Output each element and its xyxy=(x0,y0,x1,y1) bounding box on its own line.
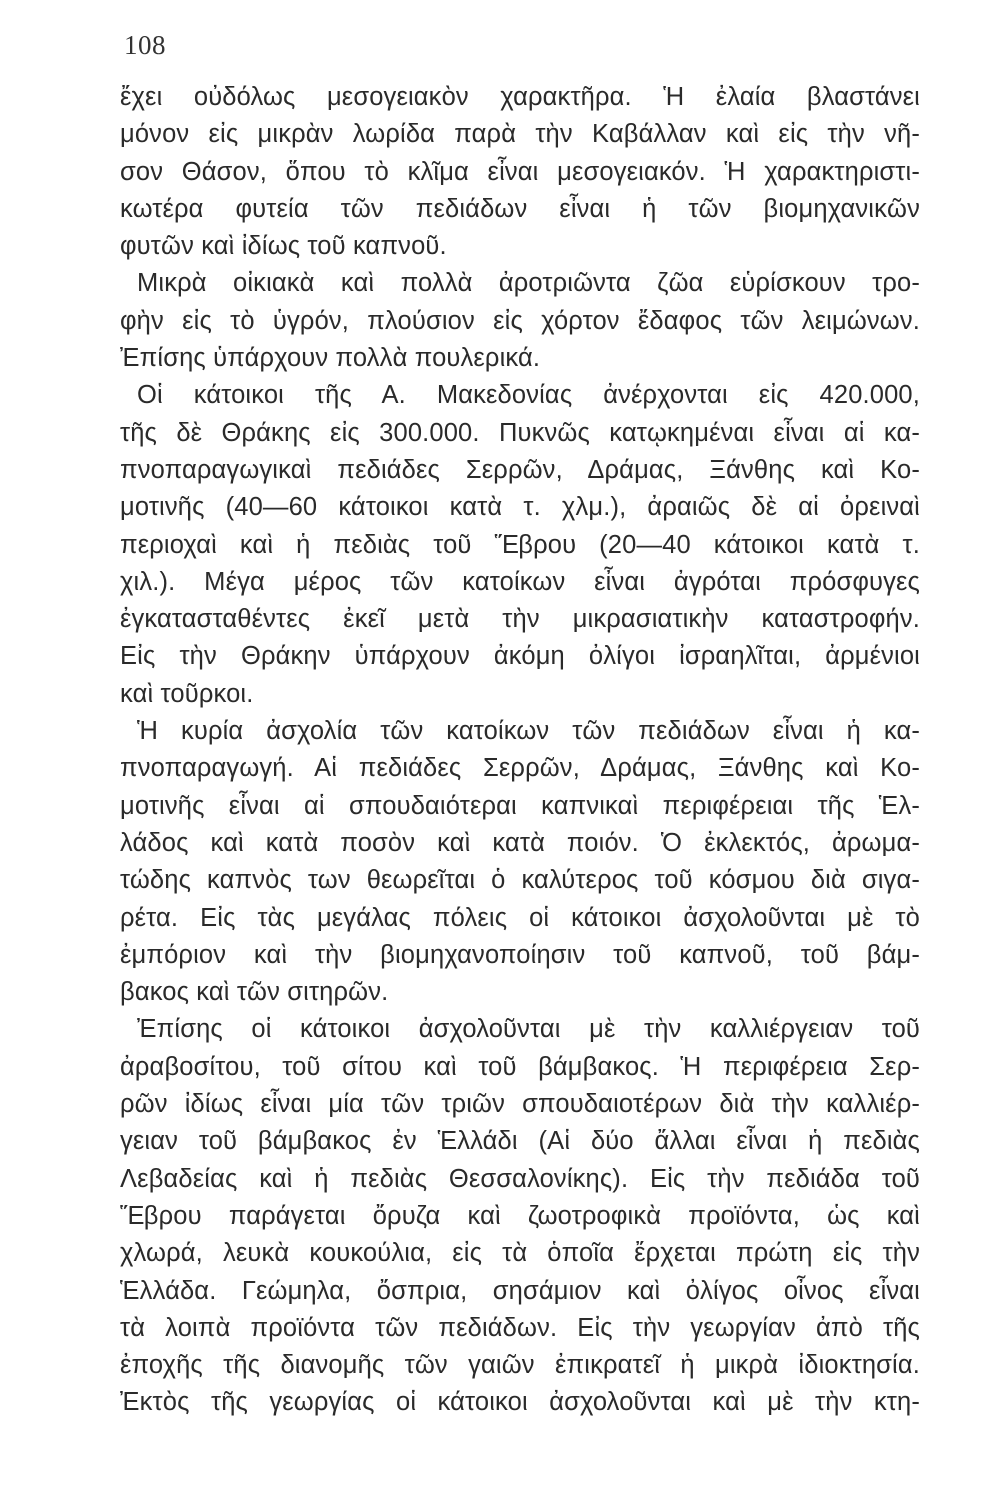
text-line: ἀραβοσίτου, τοῦ σίτου καὶ τοῦ βάμβακος. Ἡ περιφέρεια Σερ- xyxy=(120,1052,920,1081)
text-line: περιοχαὶ καὶ ἡ πεδιὰς τοῦ Ἕβρου (20—40 κάτοικοι κατὰ τ. xyxy=(120,530,920,559)
text-line: λάδος καὶ κατὰ ποσὸν καὶ κατὰ ποιόν. Ὁ ἐκλεκτός, ἀρωμα- xyxy=(120,828,920,857)
text-line: ρῶν ἰδίως εἶναι μία τῶν τριῶν σπουδαιοτέρων διὰ τὴν καλλιέρ- xyxy=(120,1090,920,1119)
text-line: μοτινῆς εἶναι αἱ σπουδαιότεραι καπνικαὶ περιφέρειαι τῆς Ἑλ- xyxy=(120,791,920,820)
text-line: χλωρά, λευκὰ κουκούλια, εἰς τὰ ὁποῖα ἔρχεται πρώτη εἰς τὴν xyxy=(120,1239,920,1268)
text-line: Λεβαδείας καὶ ἡ πεδιὰς Θεσσαλονίκης). Εἰς τὴν πεδιάδα τοῦ xyxy=(120,1164,920,1193)
text-line: μοτινῆς (40—60 κάτοικοι κατὰ τ. χλμ.), ἀραιῶς δὲ αἱ ὀρειναὶ xyxy=(120,493,920,522)
text-line: πνοπαραγωγή. Αἱ πεδιάδες Σερρῶν, Δράμας, Ξάνθης καὶ Κο- xyxy=(120,754,920,783)
text-line: Ἐπίσης οἱ κάτοικοι ἀσχολοῦνται μὲ τὴν καλλιέργειαν τοῦ xyxy=(137,1015,920,1044)
text-line: ἐγκατασταθέντες ἐκεῖ μετὰ τὴν μικρασιατικὴν καταστροφήν. xyxy=(120,605,920,634)
text-line: Ἐκτὸς τῆς γεωργίας οἱ κάτοικοι ἀσχολοῦνται καὶ μὲ τὴν κτη- xyxy=(120,1388,920,1417)
text-line: Ἑλλάδα. Γεώμηλα, ὄσπρια, σησάμιον καὶ ὀλίγος οἶνος εἶναι xyxy=(120,1276,920,1305)
text-line: Ἕβρου παράγεται ὄρυζα καὶ ζωοτροφικὰ προϊόντα, ὡς καὶ xyxy=(120,1201,920,1230)
text-line: ἐμπόριον καὶ τὴν βιομηχανοποίησιν τοῦ καπνοῦ, τοῦ βάμ- xyxy=(120,940,920,969)
text-line: ἔχει οὐδόλως μεσογειακὸν χαρακτῆρα. Ἡ ἐλαία βλαστάνει xyxy=(120,83,920,111)
text-line: Ἡ κυρία ἀσχολία τῶν κατοίκων τῶν πεδιάδων εἶναι ἡ κα- xyxy=(137,717,920,746)
text-line: καὶ τοῦρκοι. xyxy=(120,679,254,708)
text-line: μόνον εἰς μικρὰν λωρίδα παρὰ τὴν Καβάλλαν καὶ εἰς τὴν νῆ- xyxy=(120,120,920,149)
text-line: χιλ.). Μέγα μέρος τῶν κατοίκων εἶναι ἀγρόται πρόσφυγες xyxy=(120,567,920,596)
text-line: ἐποχῆς τῆς διανομῆς τῶν γαιῶν ἐπικρατεῖ ἡ μικρὰ ἰδιοκτησία. xyxy=(120,1351,920,1380)
text-line: κωτέρα φυτεία τῶν πεδιάδων εἶναι ἡ τῶν βιομηχανικῶν xyxy=(120,194,920,223)
page-number: 108 xyxy=(124,30,166,60)
text-line: τὰ λοιπὰ προϊόντα τῶν πεδιάδων. Εἰς τὴν γεωργίαν ἀπὸ τῆς xyxy=(120,1313,920,1342)
text-line: Εἰς τὴν Θράκην ὑπάρχουν ἀκόμη ὀλίγοι ἰσραηλῖται, ἀρμένιοι xyxy=(120,642,920,671)
text-line: Οἱ κάτοικοι τῆς Α. Μακεδονίας ἀνέρχονται εἰς 420.000, xyxy=(137,381,920,410)
text-line: τώδης καπνὸς των θεωρεῖται ὁ καλύτερος τοῦ κόσμου διὰ σιγα- xyxy=(120,866,920,895)
text-line: σον Θάσον, ὅπου τὸ κλῖμα εἶναι μεσογειακόν. Ἡ χαρακτηριστι- xyxy=(120,157,920,186)
text-line: βακος καὶ τῶν σιτηρῶν. xyxy=(120,978,389,1007)
body-text xyxy=(120,79,920,1422)
text-line: Ἐπίσης ὑπάρχουν πολλὰ πουλερικά. xyxy=(120,344,541,373)
text-line: πνοπαραγωγικαὶ πεδιάδες Σερρῶν, Δράμας, Ξάνθης καὶ Κο- xyxy=(120,455,920,484)
text-line: ρέτα. Εἰς τὰς μεγάλας πόλεις οἱ κάτοικοι ἀσχολοῦνται μὲ τὸ xyxy=(120,903,920,932)
text-line: τῆς δὲ Θράκης εἰς 300.000. Πυκνῶς κατῳκημέναι εἶναι αἱ κα- xyxy=(120,418,920,447)
text-line: φυτῶν καὶ ἰδίως τοῦ καπνοῦ. xyxy=(120,232,447,261)
text-line: γειαν τοῦ βάμβακος ἐν Ἑλλάδι (Αἱ δύο ἄλλαι εἶναι ἡ πεδιὰς xyxy=(120,1127,920,1156)
text-line: φὴν εἰς τὸ ὑγρόν, πλούσιον εἰς χόρτον ἔδαφος τῶν λειμώνων. xyxy=(120,306,920,335)
text-line: Μικρὰ οἰκιακὰ καὶ πολλὰ ἀροτριῶντα ζῶα εὑρίσκουν τρο- xyxy=(137,269,920,298)
